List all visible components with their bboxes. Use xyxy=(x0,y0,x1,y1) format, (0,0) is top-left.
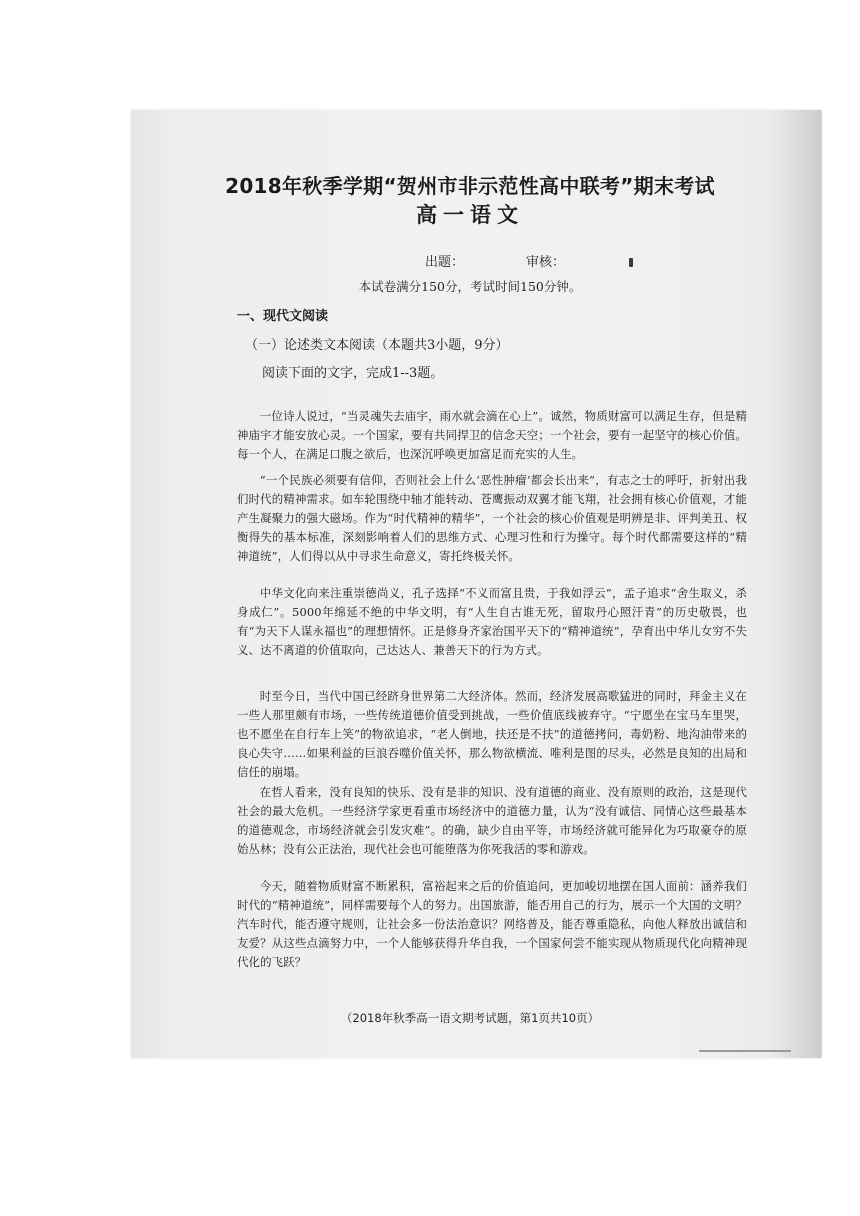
paragraph-3: 中华文化向来注重崇德尚义，孔子选择“不义而富且贵，于我如浮云”，孟子追求“舍生取义，杀身成仁”。5000年绵延不绝的中华文明，有“人生自古谁无死，留取丹心照汗青”的历史敬畏，也有“为天下人谋永福也”的理想情怀。正是修身齐家治国平天下的“精神道统”，孕育出中华儿女穷不失义、达不离道的价值取向，己达达人、兼善天下的行为方式。 xyxy=(237,586,747,657)
exam-subtitle: 高一语文 xyxy=(416,203,524,227)
page-edge-line xyxy=(699,1050,791,1052)
page-fold-shadow xyxy=(770,110,822,1058)
reading-instruction: 阅读下面的文字，完成1--3题。 xyxy=(262,366,444,381)
reviewer-label: 审核： xyxy=(526,255,566,270)
exam-title: 2018年秋季学期“贺州市非示范性高中联考”期末考试 xyxy=(225,174,715,198)
setter-redacted xyxy=(464,256,518,270)
reviewer-redacted xyxy=(565,256,619,270)
paragraph-5: 在哲人看来，没有良知的快乐、没有是非的知识、没有道德的商业、没有原则的政治，这是现代社会的最大危机。一些经济学家更看重市场经济中的道德力量，认为“没有诚信、同情心这些最基本的道德观念，市场经济就会引发灾难”。的确，缺少自由平等，市场经济就可能异化为巧取豪夺的原始丛林；没有公正法治，现代社会也可能堕落为你死我活的零和游戏。 xyxy=(237,785,747,856)
paragraph-4: 时至今日，当代中国已经跻身世界第二大经济体。然而，经济发展高歌猛进的同时，拜金主义在一些人那里颇有市场，一些传统道德价值受到挑战，一些价值底线被弃守。“宁愿坐在宝马车里哭，也不愿坐在自行车上笑”的物欲追求，“老人倒地，扶还是不扶”的道德拷问，毒奶粉、地沟油带来的良心失守……如果利益的巨浪吞噬价值关怀，那么物欲横流、唯利是图的尽头，必然是良知的出局和信任的崩塌。 xyxy=(237,689,747,779)
ink-mark xyxy=(629,258,633,267)
paragraph-2: “一个民族必须要有信仰，否则社会上什么‘恶性肿瘤’都会长出来”，有志之士的呼吁，折射出我们时代的精神需求。如车轮围绕中轴才能转动、苍鹰振动双翼才能飞翔，社会拥有核心价值观，才能产生凝聚力的强大磁场。作为“时代精神的精华”，一个社会的核心价值观是明辨是非、评判美丑、权衡得失的基本标准，深刻影响着人们的思维方式、心理习性和行为操守。每个时代都需要这样的“精神道统”，人们得以从中寻求生命意义，寄托终极关怀。 xyxy=(237,473,747,563)
subsection-heading: （一）论述类文本阅读（本题共3小题，9分） xyxy=(245,338,509,353)
paragraph-1: 一位诗人说过，“当灵魂失去庙宇，雨水就会滴在心上”。诚然，物质财富可以满足生存，但是精神庙宇才能安放心灵。一个国家，要有共同捍卫的信念天空；一个社会，要有一起坚守的核心价值。每一个人，在满足口腹之欲后，也深沉呼唤更加富足而充实的人生。 xyxy=(237,409,747,461)
section-heading: 一、现代文阅读 xyxy=(237,309,329,324)
paragraph-6: 今天，随着物质财富不断累积，富裕起来之后的价值追问，更加峻切地摆在国人面前：涵养我们时代的“精神道统”，同样需要每个人的努力。出国旅游，能否用自己的行为，展示一个大国的文明？汽车时代，能否遵守规则，让社会多一份法治意识？网络普及，能否尊重隐私，向他人释放出诚信和友爱？从这些点滴努力中，一个人能够获得升华自我，一个国家何尝不能实现从物质现代化向精神现代化的飞跃？ xyxy=(237,879,747,969)
author-line xyxy=(425,251,619,270)
setter-label: 出题： xyxy=(425,255,465,270)
page-footer: （2018年秋季高一语文期考试题，第1页共10页） xyxy=(340,1011,600,1025)
exam-note: 本试卷满分150分，考试时间150分钟。 xyxy=(358,279,582,294)
